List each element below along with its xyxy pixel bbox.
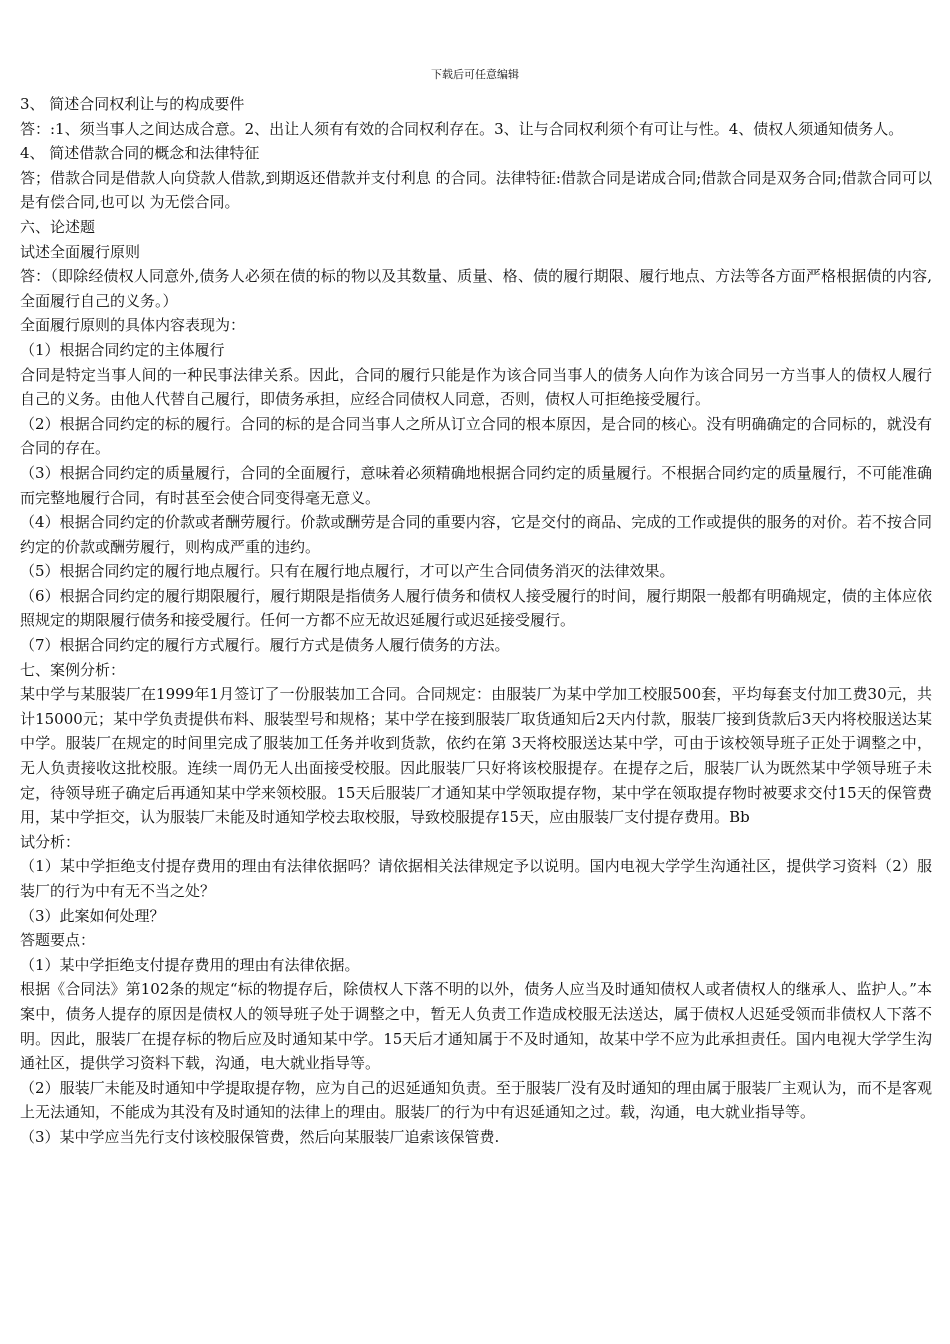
paragraph: 试分析： (20, 832, 81, 851)
paragraph: （2）服装厂未能及时通知中学提取提存物，应为自己的迟延通知负责。至于服装厂没有及时通知的理由属于服装厂主观认为，而不是客观上无法通知，不能成为其没有及时通知的法律上的理由。服装厂的行为中有迟延通知之过。载，沟通，电大就业指导等。 (20, 1078, 932, 1122)
paragraph: （6）根据合同约定的履行期限履行，履行期限是指债务人履行债务和债权人接受履行的时间，履行期限一般都有明确规定，债的主体应依照规定的期限履行债务和接受履行。任何一方都不应无故迟延履行或迟延接受履行。 (20, 586, 932, 630)
paragraph: （1）某中学拒绝支付提存费用的理由有法律依据吗？请依据相关法律规定予以说明。国内电视大学学生沟通社区，提供学习资料（2）服装厂的行为中有无不当之处？ (20, 857, 932, 900)
paragraph: 根据《合同法》第102条的规定“标的物提存后，除债权人下落不明的以外，债务人应当及时通知债权人或者债权人的继承人、监护人。”本案中，债务人提存的原因是债权人的领导班子处于调整之中，暂无人负责工作造成校服无法送达，属于债权人迟延受领而非债权人下落不明。因此，服装厂在提存标的物后应及时通知某中学。15天后才通知属于不及时通知，故某中学不应为此承担责任。国内电视大学学生沟通社区，提供学习资料下载，沟通，电大就业指导等。 (20, 980, 932, 1073)
paragraph: 4、 简述借款合同的概念和法律特征 (20, 144, 260, 163)
section-heading: 七、案例分析： (20, 660, 126, 679)
paragraph: 答：:1、须当事人之间达成合意。2、出让人须有有效的合同权利存在。3、让与合同权利须个有可让与性。4、债权人须通知债务人。 (20, 119, 904, 138)
paragraph: 答：（即除经债权人同意外,债务人必须在债的标的物以及其数量、质量、格、债的履行期限、履行地点、方法等各方面严格根据债的内容,全面履行自己的义务。） (20, 267, 932, 310)
paragraph: （3）此案如何处理？ (20, 906, 165, 925)
paragraph: （1）根据合同约定的主体履行 (20, 340, 225, 359)
paragraph: 合同是特定当事人间的一种民事法律关系。因此，合同的履行只能是作为该合同当事人的债务人向作为该合同另一方当事人的债权人履行自己的义务。由他人代替自己履行，即债务承担，应经合同债权人同意，否则，债权人可拒绝接受履行。 (20, 365, 932, 409)
paragraph: （1）某中学拒绝支付提存费用的理由有法律依据。 (20, 955, 360, 974)
paragraph: 答题要点： (20, 931, 96, 950)
document-body (20, 92, 932, 1150)
paragraph: 3、 简述合同权利让与的构成要件 (20, 95, 245, 113)
paragraph: 试述全面履行原则 (20, 242, 141, 261)
paragraph: （4）根据合同约定的价款或者酬劳履行。价款或酬劳是合同的重要内容，它是交付的商品、完成的工作或提供的服务的对价。若不按合同约定的价款或酬劳履行，则构成严重的违约。 (20, 513, 932, 556)
section-heading: 六、论述题 (20, 217, 96, 236)
page-header: 下载后可任意编辑 (431, 68, 519, 81)
paragraph: （7）根据合同约定的履行方式履行。履行方式是债务人履行债务的方法。 (20, 636, 510, 655)
paragraph: （5）根据合同约定的履行地点履行。只有在履行地点履行，才可以产生合同债务消灭的法律效果。 (20, 562, 675, 581)
paragraph: （3）根据合同约定的质量履行，合同的全面履行，意味着必须精确地根据合同约定的质量履行。不根据合同约定的质量履行，不可能准确而完整地履行合同，有时甚至会使合同变得毫无意义。 (20, 463, 932, 507)
paragraph: 答；借款合同是借款人向贷款人借款,到期返还借款并支付利息 的合同。法律特征:借款合同是诺成合同;借款合同是双务合同;借款合同可以是有偿合同,也可以 为无偿合同。 (20, 168, 932, 212)
paragraph: 全面履行原则的具体内容表现为： (20, 316, 246, 335)
paragraph: （2）根据合同约定的标的履行。合同的标的是合同当事人之所从订立合同的根本原因，是合同的核心。没有明确确定的合同标的，就没有合同的存在。 (20, 414, 932, 458)
paragraph: 某中学与某服装厂在1999年1月签订了一份服装加工合同。合同规定：由服装厂为某中学加工校服500套，平均每套支付加工费30元，共计15000元；某中学负责提供布料、服装型号和规格；某中学在接到服装厂取货通知后2天内付款，服装厂接到货款后3天内将校服送达某中学。服装厂在规定的时间里完成了服装加工任务并收到货款，依约在第 3天将校服送达某中学，可由于该校领导班子正处于调整之中，无人负责接收这批校服。连续一周仍无人出面接受校服。因此服装厂只好将该校服提存。在提存之后，服装厂认为既然某中学领导班子未定，待领导班子确定后再通知某中学来领校服。15天后服装厂才通知某中学领取提存物，某中学在领取提存物时被要求交付15天的保管费用，某中学拒交，认为服装厂未能及时通知学校去取校服，导致校服提存15天，应由服装厂支付提存费用。Bb (20, 685, 932, 827)
paragraph: （3）某中学应当先行支付该校服保管费，然后向某服装厂追索该保管费. (20, 1127, 500, 1146)
